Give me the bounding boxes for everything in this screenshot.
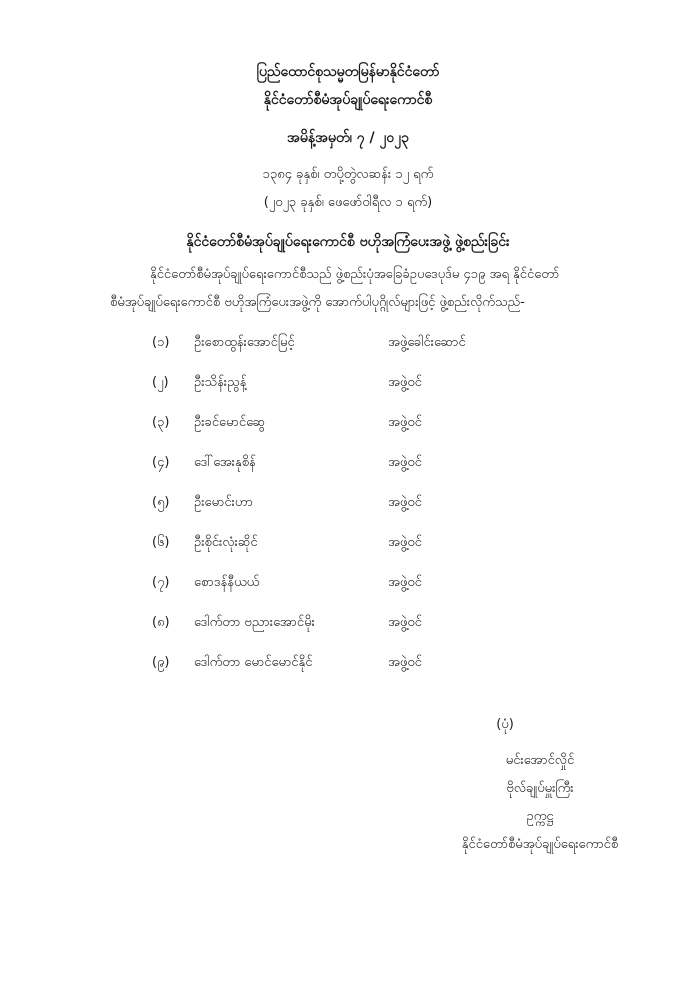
member-name: ဦးမောင်းဟာ xyxy=(194,495,253,510)
member-number: (၉) xyxy=(152,655,170,670)
member-role: အဖွဲ့ဝင် xyxy=(388,415,422,430)
member-row xyxy=(0,414,696,444)
member-number: (၆) xyxy=(152,535,170,550)
signatory-title: ဥက္ကဋ္ဌ xyxy=(526,809,554,824)
header-country-name: ပြည်ထောင်စုသမ္မတမြန်မာနိုင်ငံတော် xyxy=(256,64,440,80)
member-row xyxy=(0,534,696,564)
member-role: အဖွဲ့ဝင် xyxy=(388,455,422,470)
signatory-organization: နိုင်ငံတော်စီမံအုပ်ချုပ်ရေးကောင်စီ xyxy=(461,837,619,852)
body-paragraph-line-2: စီမံအုပ်ချုပ်ရေးကောင်စီ ဗဟိုအကြံပေးအဖွဲ့ကို အောက်ပါပုဂ္ဂိုလ်များဖြင့် ဖွဲ့စည်းလိုက်သည်- xyxy=(110,295,525,310)
member-role: အဖွဲ့ဝင် xyxy=(388,495,422,510)
member-number: (၅) xyxy=(152,495,170,510)
date-myanmar: ၁၃၈၄ ခုနှစ်၊ တပို့တွဲလဆန်း ၁၂ ရက် xyxy=(262,167,434,182)
member-name: ဒေါက်တာ ဗညားအောင်မိုး xyxy=(194,615,315,630)
order-number: အမိန့်အမှတ်၊ ၇ / ၂၀၂၃ xyxy=(287,130,409,146)
member-name: ဦးသိန်းညွန့် xyxy=(194,375,247,390)
member-number: (၇) xyxy=(152,575,170,590)
member-number: (၂) xyxy=(152,375,169,390)
member-row xyxy=(0,374,696,404)
member-role: အဖွဲ့ဝင် xyxy=(388,375,422,390)
signatory-name: မင်းအောင်လှိုင် xyxy=(505,753,575,768)
date-gregorian: (၂၀၂၃ ခုနှစ်၊ ဖေဖော်ဝါရီလ ၁ ရက်) xyxy=(263,195,433,210)
member-role: အဖွဲ့ဝင် xyxy=(388,535,422,550)
member-name: ဦးစောထွန်းအောင်မြင့် xyxy=(194,335,295,350)
member-name: ဦးခင်မောင်ဆွေ xyxy=(194,415,266,430)
member-name: ဒေါက်တာ မောင်မောင်နိုင် xyxy=(194,655,313,670)
member-role: အဖွဲ့ဝင် xyxy=(388,575,422,590)
member-number: (၄) xyxy=(152,455,170,470)
member-name: ဒေါ်အေးနုစိန် xyxy=(194,455,256,470)
member-row xyxy=(0,494,696,524)
member-number: (၈) xyxy=(152,615,170,630)
member-role: အဖွဲ့ဝင် xyxy=(388,655,422,670)
seal-mark: (ပုံ) xyxy=(496,717,514,732)
member-number: (၃) xyxy=(152,415,170,430)
member-name: စောဒန်နီယယ် xyxy=(194,575,260,590)
member-row xyxy=(0,654,696,684)
member-row xyxy=(0,574,696,604)
member-number: (၁) xyxy=(152,335,170,350)
signatory-rank: ဗိုလ်ချုပ်မှူးကြီး xyxy=(506,781,574,796)
member-row xyxy=(0,334,696,364)
body-paragraph-line-1: နိုင်ငံတော်စီမံအုပ်ချုပ်ရေးကောင်စီသည် ဖွဲ့စည်းပုံအခြေခံဥပဒေပုဒ်မ ၄၁၉ အရ နိုင်ငံတော် xyxy=(150,267,560,282)
member-role: အဖွဲ့ခေါင်းဆောင် xyxy=(388,335,466,350)
header-council-name: နိုင်ငံတော်စီမံအုပ်ချုပ်ရေးကောင်စီ xyxy=(263,92,433,108)
member-name: ဦးစိုင်းလုံးဆိုင် xyxy=(194,535,258,550)
subject-title: နိုင်ငံတော်စီမံအုပ်ချုပ်ရေးကောင်စီ ဗဟိုအကြံပေးအဖွဲ့ ဖွဲ့စည်းခြင်း xyxy=(186,234,510,250)
member-row xyxy=(0,454,696,484)
member-row xyxy=(0,614,696,644)
member-role: အဖွဲ့ဝင် xyxy=(388,615,422,630)
